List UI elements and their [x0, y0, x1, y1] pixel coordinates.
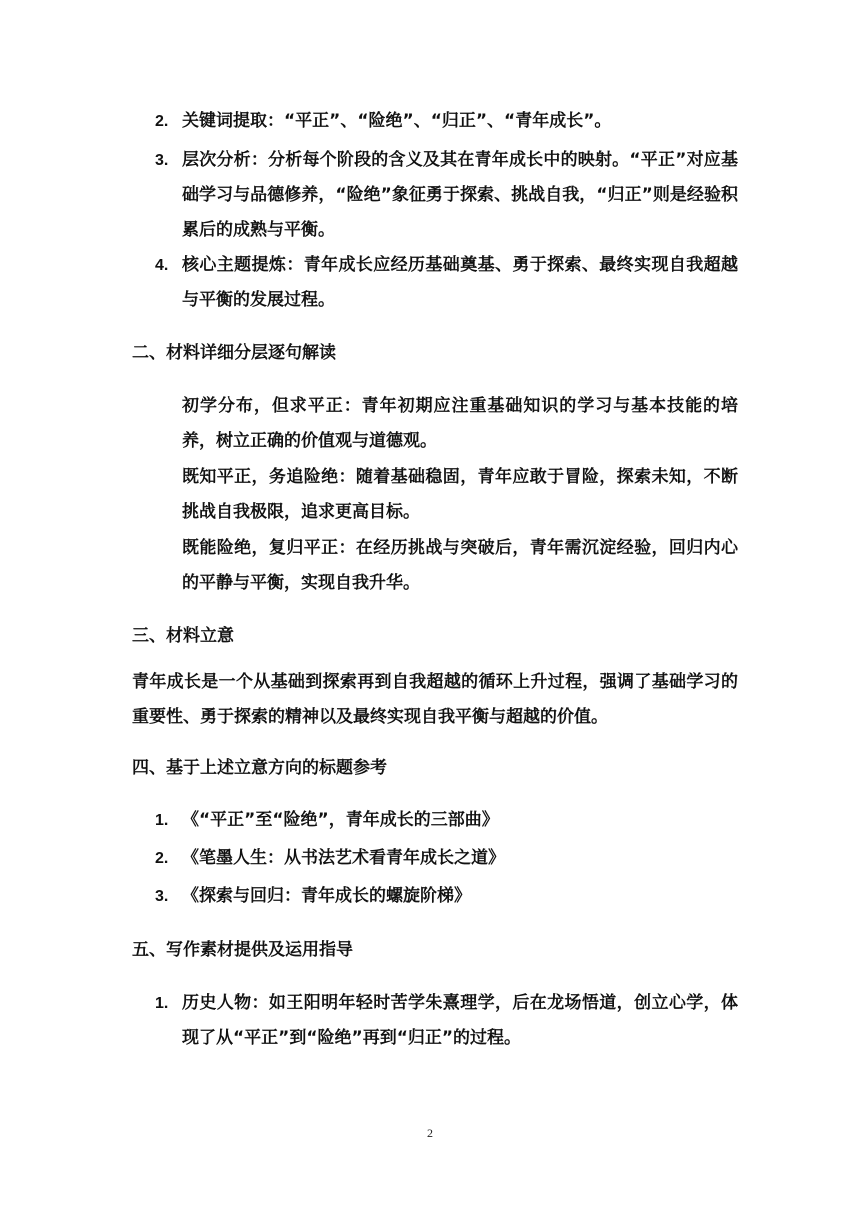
paragraph: 初学分布，但求平正：青年初期应注重基础知识的学习与基本技能的培养，树立正确的价值观与道德观。: [182, 396, 738, 451]
list-number: 4.: [155, 257, 169, 274]
list-number: 3.: [155, 888, 169, 905]
section-heading: 四、基于上述立意方向的标题参考: [132, 758, 387, 778]
page-number: 2: [427, 1126, 433, 1140]
paragraph: 既知平正，务追险绝：随着基础稳固，青年应敢于冒险，探索未知，不断挑战自我极限，追求更高目标。: [182, 467, 738, 522]
list-item-text: 《笔墨人生：从书法艺术看青年成长之道》: [182, 848, 505, 868]
list-item-text: 核心主题提炼：青年成长应经历基础奠基、勇于探索、最终实现自我超越与平衡的发展过程。: [182, 255, 738, 310]
list-number: 2.: [155, 113, 169, 130]
paragraph: 青年成长是一个从基础到探索再到自我超越的循环上升过程，强调了基础学习的重要性、勇于探索的精神以及最终实现自我平衡与超越的价值。: [132, 672, 738, 727]
list-number: 1.: [155, 812, 169, 829]
list-number: 2.: [155, 850, 169, 867]
list-item-text: 《探索与回归：青年成长的螺旋阶梯》: [182, 886, 471, 906]
list-item-text: 《“平正”至“险绝”，青年成长的三部曲》: [182, 810, 499, 830]
list-item-text: 关键词提取：“平正”、“险绝”、“归正”、“青年成长”。: [182, 111, 612, 131]
list-item-text: 历史人物：如王阳明年轻时苦学朱熹理学，后在龙场悟道，创立心学，体现了从“平正”到“险绝”再到“归正”的过程。: [182, 993, 738, 1048]
list-number: 3.: [155, 152, 169, 169]
section-heading: 五、写作素材提供及运用指导: [132, 940, 353, 960]
section-heading: 二、材料详细分层逐句解读: [132, 343, 336, 363]
list-number: 1.: [155, 995, 169, 1012]
section-heading: 三、材料立意: [132, 626, 234, 646]
list-item-text: 层次分析：分析每个阶段的含义及其在青年成长中的映射。“平正”对应基础学习与品德修养，“险绝”象征勇于探索、挑战自我，“归正”则是经验积累后的成熟与平衡。: [182, 150, 738, 240]
paragraph: 既能险绝，复归平正：在经历挑战与突破后，青年需沉淀经验，回归内心的平静与平衡，实现自我升华。: [182, 538, 738, 593]
